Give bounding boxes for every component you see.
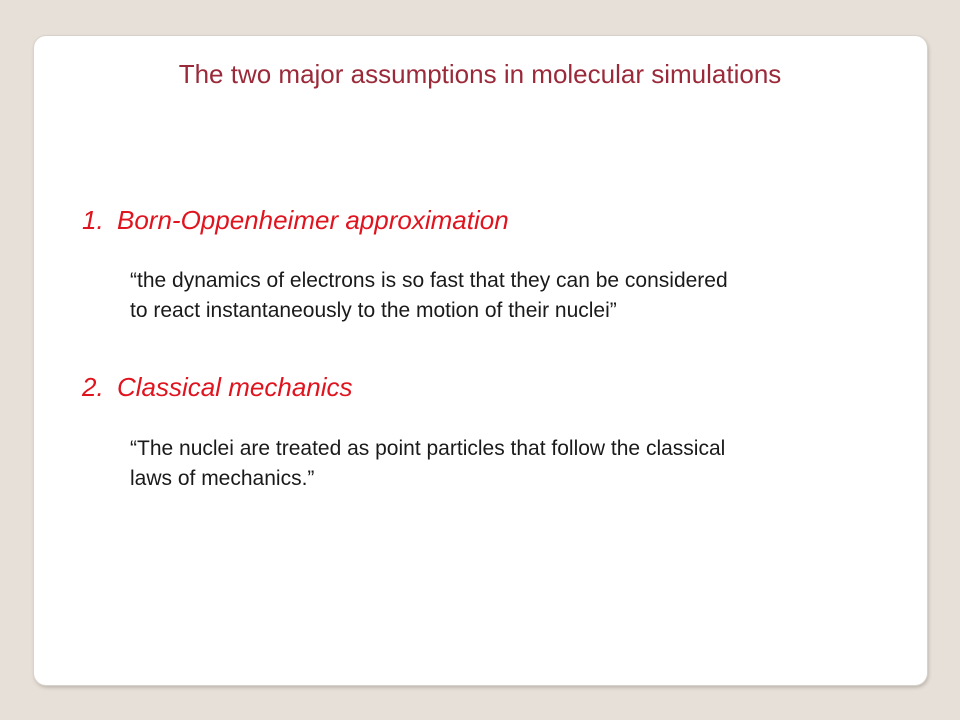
section-number: 2. bbox=[82, 372, 104, 402]
slide-title: The two major assumptions in molecular simulations bbox=[178, 59, 782, 89]
quote-line: to react instantaneously to the motion of their nuclei” bbox=[130, 299, 617, 322]
section-title: Classical mechanics bbox=[117, 372, 353, 402]
quote-classical-mechanics bbox=[130, 434, 910, 494]
quote-line: “the dynamics of electrons is so fast that they can be considered bbox=[130, 269, 728, 292]
section-title: Born-Oppenheimer approximation bbox=[117, 205, 509, 235]
quote-line: laws of mechanics.” bbox=[130, 467, 315, 490]
quote-born-oppenheimer bbox=[130, 266, 910, 326]
quote-line: “The nuclei are treated as point particles that follow the classical bbox=[130, 437, 726, 460]
section-number: 1. bbox=[82, 205, 104, 235]
slide-card bbox=[34, 36, 927, 685]
